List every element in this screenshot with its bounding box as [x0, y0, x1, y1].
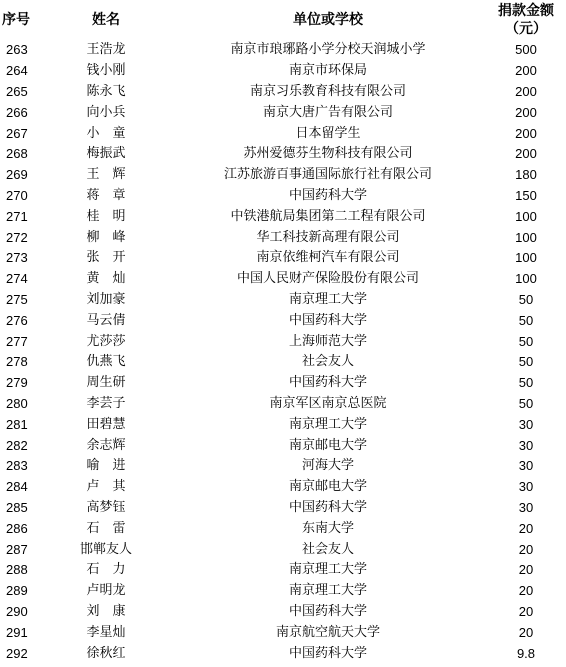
table-row: [0, 248, 566, 269]
name-cell: 卢 其: [86, 479, 126, 495]
amount-cell: 50: [518, 354, 534, 370]
amount-cell: 30: [518, 499, 534, 515]
amount-cell: 20: [518, 520, 534, 536]
unit-cell: 南京依维柯汽车有限公司: [256, 250, 400, 266]
name-cell: 喻 进: [86, 458, 126, 474]
unit-cell: 南京大唐广告有限公司: [262, 104, 393, 120]
unit-cell: 南京邮电大学: [288, 437, 367, 453]
table-row: [0, 394, 566, 415]
name-cell: 卢明龙: [86, 583, 126, 599]
seq-cell: 286: [6, 520, 28, 536]
amount-cell: 30: [518, 458, 534, 474]
amount-cell: 50: [518, 375, 534, 391]
amount-cell: 180: [515, 167, 537, 183]
unit-cell: 中国药科大学: [288, 187, 367, 203]
name-cell: 邯郸友人: [79, 541, 132, 557]
amount-cell: 50: [518, 291, 534, 307]
table-row: [0, 82, 566, 103]
name-cell: 余志辉: [86, 437, 126, 453]
seq-cell: 275: [6, 291, 28, 307]
header-row: [0, 0, 566, 40]
unit-cell: 中国药科大学: [288, 312, 367, 328]
amount-cell: 30: [518, 437, 534, 453]
name-cell: 李星灿: [86, 624, 126, 640]
table-row: [0, 61, 566, 82]
amount-cell: 200: [515, 63, 537, 79]
unit-cell: 江苏旅游百事通国际旅行社有限公司: [223, 167, 432, 183]
amount-cell: 200: [515, 125, 537, 141]
seq-cell: 290: [6, 603, 28, 619]
seq-cell: 278: [6, 354, 28, 370]
header-amount-line1: 捐款金额: [498, 3, 554, 19]
name-cell: 王浩龙: [86, 42, 126, 58]
table-row: [0, 622, 566, 643]
unit-cell: 社会友人: [301, 354, 354, 370]
table-row: [0, 102, 566, 123]
amount-cell: 200: [515, 104, 537, 120]
seq-cell: 263: [6, 42, 28, 58]
seq-cell: 274: [6, 271, 28, 287]
table-row: [0, 310, 566, 331]
seq-cell: 273: [6, 250, 28, 266]
table-row: [0, 602, 566, 623]
name-cell: 仇燕飞: [86, 354, 126, 370]
name-cell: 桂 明: [86, 208, 126, 224]
table-row: [0, 581, 566, 602]
unit-cell: 中铁港航局集团第二工程有限公司: [230, 208, 426, 224]
amount-cell: 20: [518, 562, 534, 578]
name-cell: 刘 康: [86, 603, 126, 619]
unit-cell: 中国药科大学: [288, 499, 367, 515]
amount-cell: 150: [515, 187, 537, 203]
unit-cell: 南京理工大学: [288, 562, 367, 578]
seq-cell: 291: [6, 624, 28, 640]
table-row: [0, 477, 566, 498]
seq-cell: 280: [6, 395, 28, 411]
table-row: [0, 352, 566, 373]
table-row: [0, 269, 566, 290]
unit-cell: 社会友人: [301, 541, 354, 557]
table-body: [0, 40, 566, 664]
unit-cell: 苏州爱德芬生物科技有限公司: [243, 146, 413, 162]
seq-cell: 281: [6, 416, 28, 432]
unit-cell: 南京理工大学: [288, 291, 367, 307]
name-cell: 徐秋红: [86, 645, 126, 661]
table-row: [0, 498, 566, 519]
seq-cell: 264: [6, 63, 28, 79]
name-cell: 陈永飞: [86, 83, 126, 99]
unit-cell: 南京理工大学: [288, 416, 367, 432]
table-row: [0, 206, 566, 227]
name-cell: 小 童: [86, 125, 126, 141]
unit-cell: 中国药科大学: [288, 645, 367, 661]
name-cell: 石 力: [86, 562, 126, 578]
table-row: [0, 643, 566, 664]
name-cell: 蒋 章: [86, 187, 126, 203]
table-row: [0, 414, 566, 435]
unit-cell: 南京航空航天大学: [275, 624, 380, 640]
table-row: [0, 435, 566, 456]
unit-cell: 中国药科大学: [288, 375, 367, 391]
seq-cell: 267: [6, 125, 28, 141]
amount-cell: 30: [518, 479, 534, 495]
table-row: [0, 456, 566, 477]
seq-cell: 272: [6, 229, 28, 245]
unit-cell: 东南大学: [301, 520, 354, 536]
unit-cell: 南京市环保局: [288, 63, 367, 79]
seq-cell: 269: [6, 167, 28, 183]
unit-cell: 南京市琅琊路小学分校天润城小学: [230, 42, 426, 58]
amount-cell: 9.8: [516, 645, 536, 661]
table-row: [0, 539, 566, 560]
name-cell: 李芸子: [86, 395, 126, 411]
unit-cell: 南京邮电大学: [288, 479, 367, 495]
name-cell: 马云倩: [86, 312, 126, 328]
amount-cell: 100: [515, 250, 537, 266]
unit-cell: 南京习乐教育科技有限公司: [249, 83, 406, 99]
seq-cell: 265: [6, 83, 28, 99]
seq-cell: 285: [6, 499, 28, 515]
seq-cell: 288: [6, 562, 28, 578]
amount-cell: 200: [515, 146, 537, 162]
header-seq: 序号: [2, 12, 30, 28]
table-row: [0, 40, 566, 61]
name-cell: 柳 峰: [86, 229, 126, 245]
seq-cell: 268: [6, 146, 28, 162]
seq-cell: 292: [6, 645, 28, 661]
name-cell: 向小兵: [86, 104, 126, 120]
amount-cell: 50: [518, 333, 534, 349]
header-amount: [486, 0, 566, 40]
seq-cell: 289: [6, 583, 28, 599]
seq-cell: 271: [6, 208, 28, 224]
name-cell: 黄 灿: [86, 271, 126, 287]
name-cell: 梅振武: [86, 146, 126, 162]
name-cell: 高梦钰: [86, 499, 126, 515]
seq-cell: 282: [6, 437, 28, 453]
name-cell: 刘加豪: [86, 291, 126, 307]
amount-cell: 200: [515, 83, 537, 99]
table-row: [0, 331, 566, 352]
seq-cell: 284: [6, 479, 28, 495]
unit-cell: 中国人民财产保险股份有限公司: [236, 271, 419, 287]
seq-cell: 287: [6, 541, 28, 557]
name-cell: 田碧慧: [86, 416, 126, 432]
seq-cell: 279: [6, 375, 28, 391]
seq-cell: 277: [6, 333, 28, 349]
unit-cell: 中国药科大学: [288, 603, 367, 619]
header-name: 姓名: [92, 12, 120, 28]
amount-cell: 100: [515, 229, 537, 245]
amount-cell: 100: [515, 271, 537, 287]
unit-cell: 河海大学: [301, 458, 354, 474]
seq-cell: 283: [6, 458, 28, 474]
table-row: [0, 144, 566, 165]
amount-cell: 100: [515, 208, 537, 224]
unit-cell: 华工科技新高理有限公司: [256, 229, 400, 245]
table-row: [0, 373, 566, 394]
name-cell: 钱小刚: [86, 63, 126, 79]
header-amount-line2: （元）: [505, 21, 547, 37]
unit-cell: 日本留学生: [295, 125, 361, 141]
name-cell: 周生研: [86, 375, 126, 391]
name-cell: 尤莎莎: [86, 333, 126, 349]
table-row: [0, 165, 566, 186]
amount-cell: 50: [518, 312, 534, 328]
name-cell: 石 雷: [86, 520, 126, 536]
table-row: [0, 518, 566, 539]
seq-cell: 276: [6, 312, 28, 328]
table-row: [0, 123, 566, 144]
unit-cell: 上海师范大学: [288, 333, 367, 349]
header-unit: 单位或学校: [293, 12, 363, 28]
amount-cell: 20: [518, 624, 534, 640]
name-cell: 张 开: [86, 250, 126, 266]
name-cell: 王 辉: [86, 167, 126, 183]
table-row: [0, 560, 566, 581]
table-row: [0, 227, 566, 248]
unit-cell: 南京理工大学: [288, 583, 367, 599]
amount-cell: 20: [518, 583, 534, 599]
amount-cell: 20: [518, 541, 534, 557]
seq-cell: 270: [6, 187, 28, 203]
table-row: [0, 290, 566, 311]
amount-cell: 20: [518, 603, 534, 619]
amount-cell: 30: [518, 416, 534, 432]
amount-cell: 500: [515, 42, 537, 58]
table-header: [0, 0, 566, 40]
table-row: [0, 186, 566, 207]
amount-cell: 50: [518, 395, 534, 411]
seq-cell: 266: [6, 104, 28, 120]
unit-cell: 南京军区南京总医院: [269, 395, 387, 411]
